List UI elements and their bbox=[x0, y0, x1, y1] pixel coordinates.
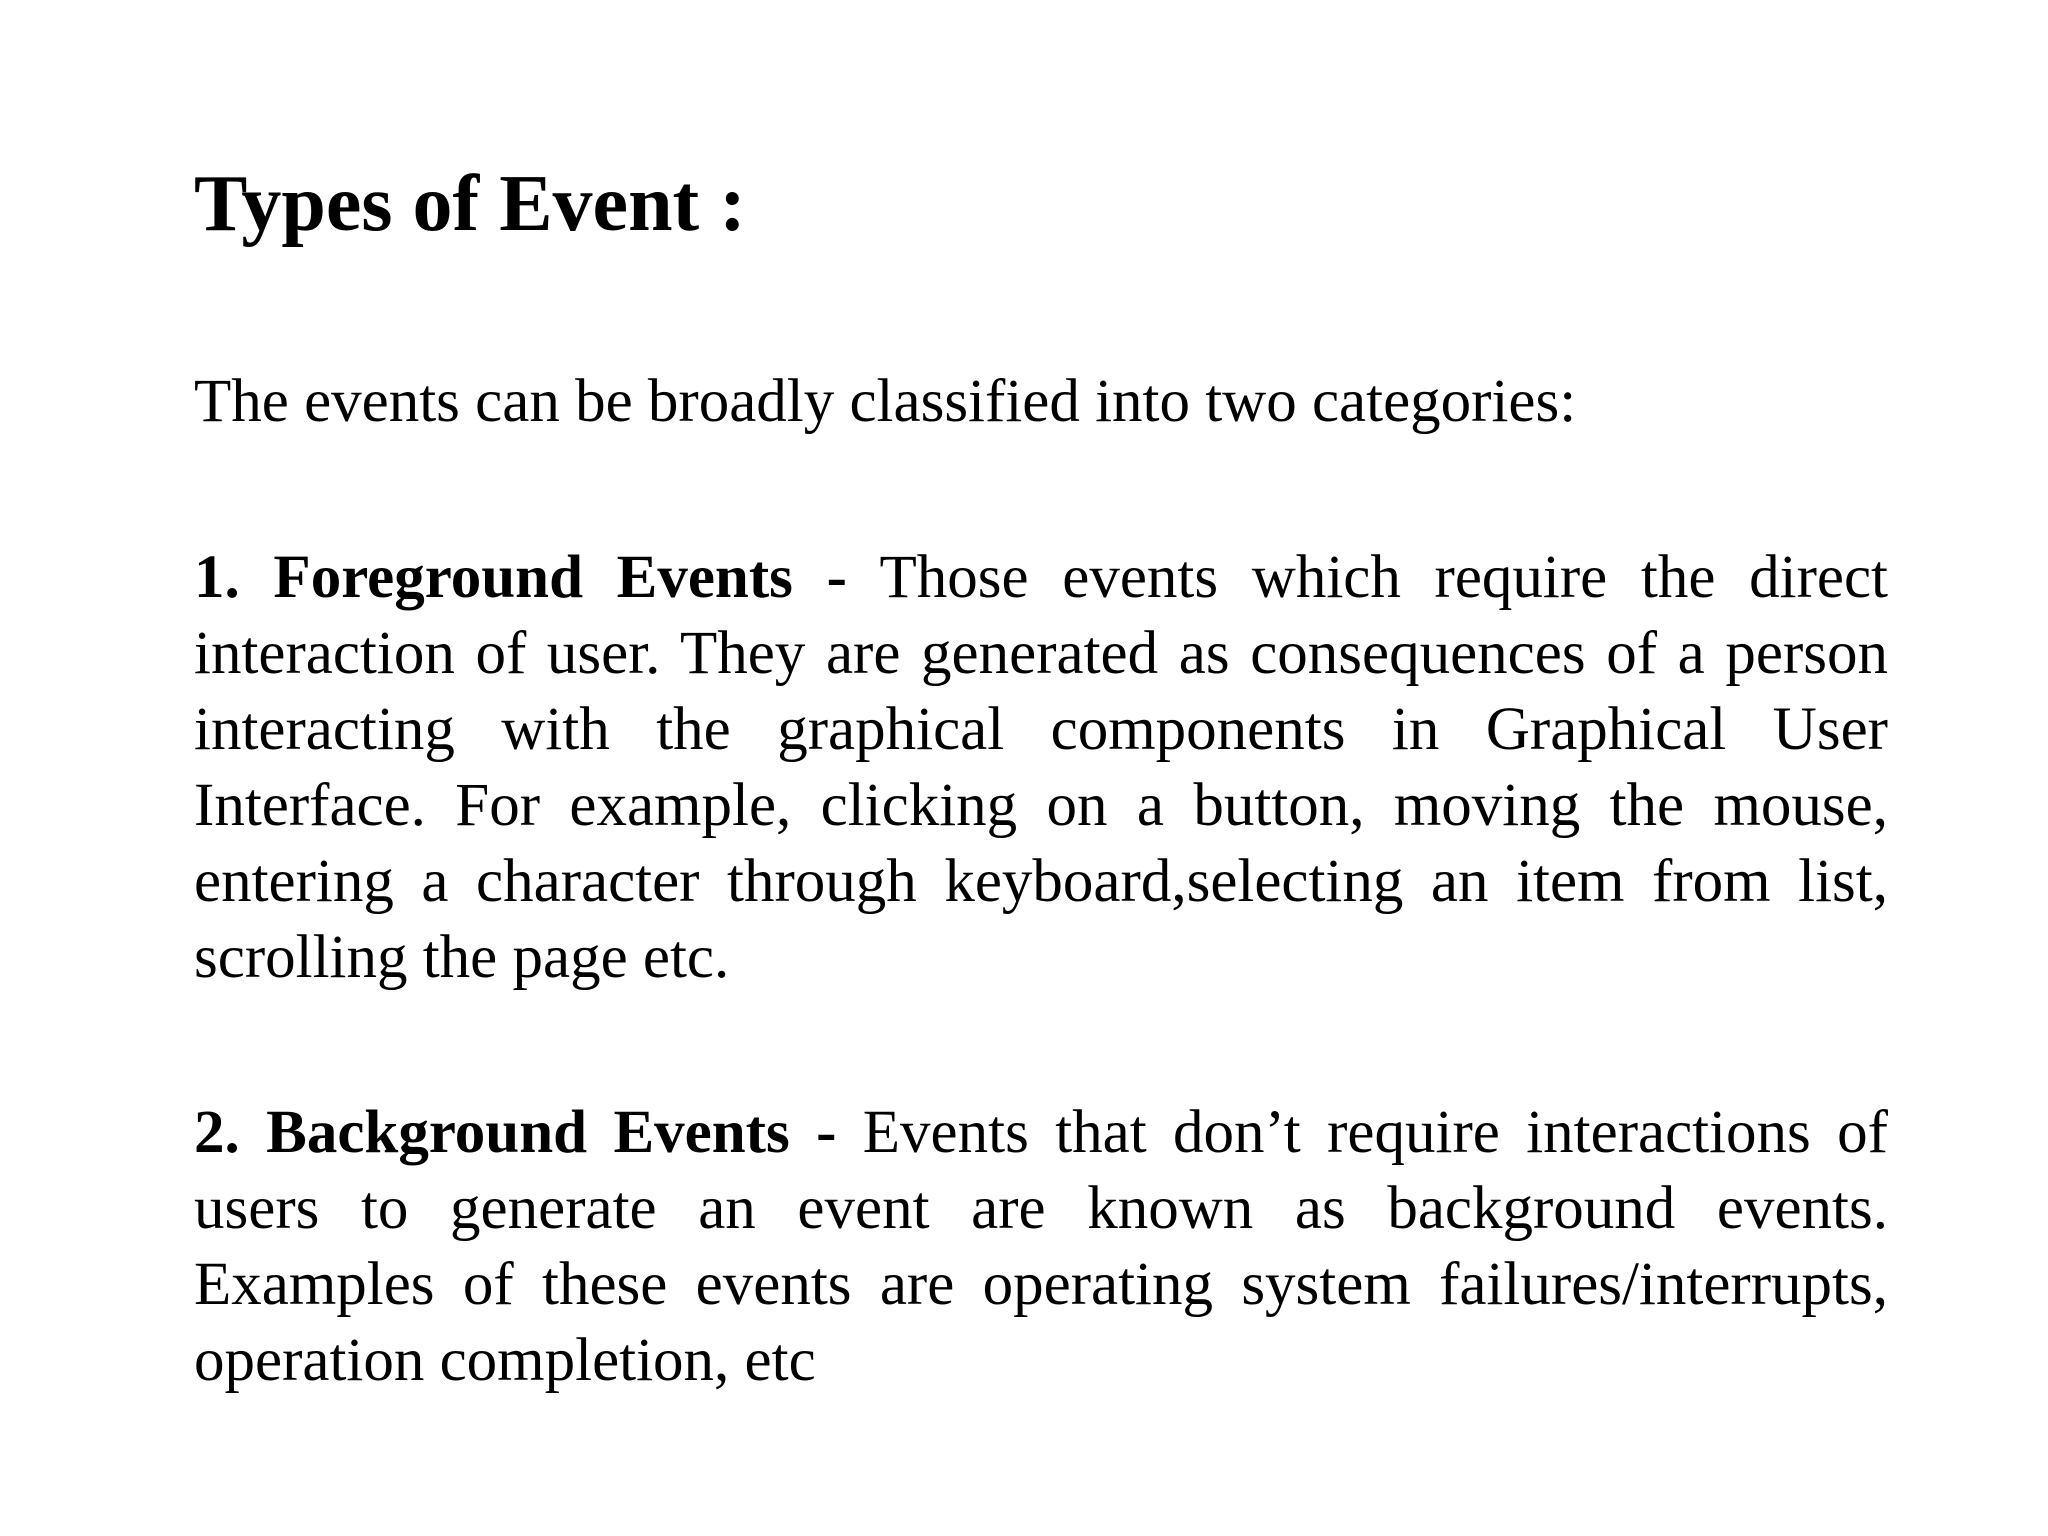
background-events-heading: 2. Background Events - bbox=[194, 1099, 837, 1166]
foreground-events-item bbox=[194, 540, 1888, 996]
background-events-item bbox=[194, 1095, 1888, 1399]
intro-text: The events can be broadly classified into two categories: bbox=[194, 368, 1577, 435]
foreground-events-heading: 1. Foreground Events - bbox=[194, 544, 847, 611]
slide-title: Types of Event : bbox=[194, 160, 746, 248]
background-events-description: Events that don’t require interactions of users to generate an event are known as background events. Examples of these events are operating system failures/interrupts, operation completion, etc bbox=[194, 1099, 1888, 1394]
foreground-events-description: Those events which require the direct interaction of user. They are generated as consequences of a person interacting with the graphical components in Graphical User Interface. For example, clicking on a button, moving the mouse, entering a character through keyboard,selecting an item from list, scrolling the page etc. bbox=[194, 544, 1888, 991]
